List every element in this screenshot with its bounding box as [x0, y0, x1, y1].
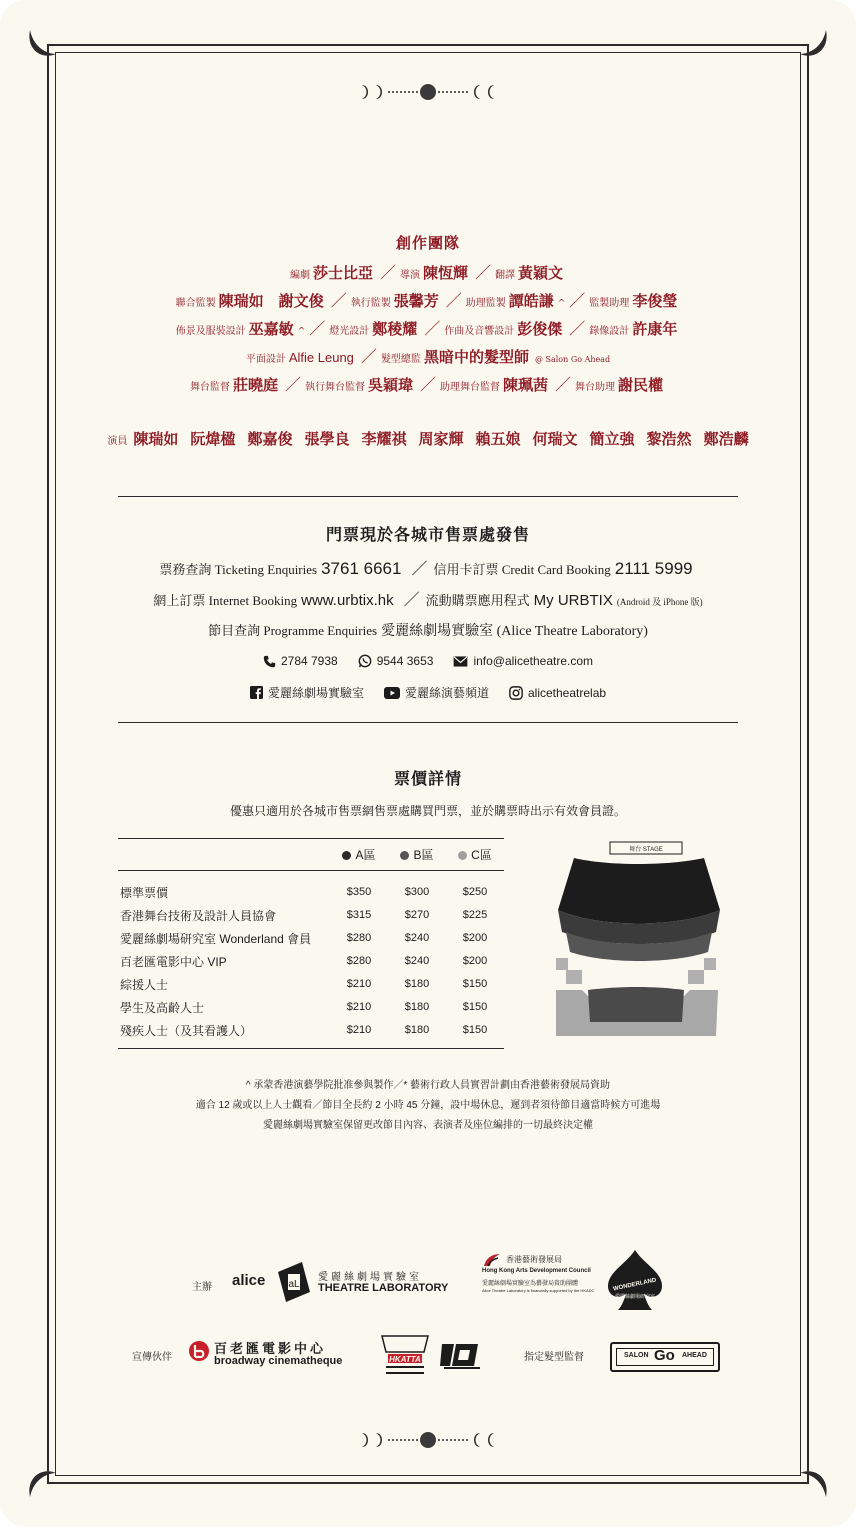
zone-a-block [558, 858, 720, 924]
app-note: (Android 及 iPhone 版) [616, 597, 703, 607]
broadway-icon [188, 1340, 210, 1362]
credit-role: 舞台監督 [189, 382, 230, 393]
price-zone-a: $210 [346, 1001, 372, 1013]
cast-member: 鄭浩麟 [703, 430, 749, 448]
credit-booking-phone[interactable]: 2111 5999 [614, 559, 693, 578]
credit-name: 陳珮茜 [503, 376, 549, 394]
credit-name: 許康年 [632, 320, 678, 338]
phone-number: 2784 7938 [280, 654, 338, 668]
credit-name: 黃穎文 [518, 264, 564, 282]
cast-member: 何瑞文 [532, 430, 578, 448]
footnote: 適合 12 歲或以上人士觀看／節目全長約 2 小時 45 分鐘，設中場休息，遲到者須待節目適當時候方可進場 [195, 1100, 661, 1111]
credits-row-3: 佈景及服裝設計 巫嘉敏 ^ ／ 燈光設計 鄭稜耀 ／ 作曲及音響設計 彭俊傑 ／ 錄像設計 許康年 [175, 319, 678, 338]
credit-role: 髮型總監 [380, 354, 421, 365]
price-zone-b: $240 [404, 932, 430, 944]
pricing-heading: 票價詳情 [393, 769, 462, 788]
cast-member: 陳瑞如 [133, 430, 179, 448]
table-row [118, 1019, 504, 1049]
cast-member: 黎浩然 [646, 430, 692, 448]
price-table [118, 838, 504, 1049]
enquiry-phone[interactable]: 3761 6661 [321, 559, 402, 578]
credit-name: 吳穎瑋 [367, 376, 413, 394]
instagram-icon [509, 686, 523, 700]
credit-role: 聯合監製 [175, 298, 216, 309]
internet-booking-label: 網上訂票 Internet Booking [153, 593, 298, 608]
credit-name: 張馨芳 [393, 292, 439, 310]
price-zone-c: $200 [462, 955, 488, 967]
alice-wordmark: alice [232, 1272, 266, 1289]
broadway-cinematheque-logo [188, 1338, 350, 1370]
price-zone-b: $180 [404, 1024, 430, 1037]
anniversary-emblem-icon [438, 1340, 482, 1370]
credit-role: 錄像設計 [589, 326, 630, 337]
moon-phase-ornament-top [0, 82, 856, 102]
tickets-heading: 門票現於各城市售票處發售 [325, 525, 530, 544]
alice-english-name: THEATRE LABORATORY [318, 1282, 449, 1294]
email-icon [453, 656, 468, 667]
youtube-contact[interactable] [384, 684, 489, 701]
credit-name: 莎士比亞 [312, 264, 373, 282]
programme-enquiry-row [0, 620, 856, 640]
youtube-icon [384, 687, 400, 699]
cast-member: 鄭嘉俊 [247, 430, 293, 448]
price-zone-a: $280 [346, 955, 372, 967]
credit-name: Alfie Leung [288, 350, 354, 365]
zone-c-right-block [688, 970, 704, 984]
alice-theatre-lab-logo [232, 1262, 454, 1302]
table-row [118, 950, 504, 973]
cast-member: 李耀祺 [361, 430, 407, 448]
salon-tag: @ Salon Go Ahead [534, 355, 611, 364]
app-name[interactable]: My URBTIX [533, 592, 613, 609]
ahead-word: AHEAD [682, 1352, 707, 1359]
internet-booking-row: 網上訂票 Internet Booking www.urbtix.hk ／ 流動購票應用程式 My URBTIX (Android 及 iPhone 版) [153, 590, 703, 609]
svg-text:aL: aL [288, 1279, 300, 1290]
hkadc-chinese-name: 香港藝術發展局 [506, 1255, 562, 1264]
programme-label: 節目查詢 Programme Enquiries [208, 623, 378, 638]
ticketing-enquiry-row: 票務查詢 Ticketing Enquiries 3761 6661 ／ 信用卡訂票 Credit Card Booking 2111 5999 [159, 559, 693, 578]
hkadc-support-note: 愛麗絲劇場實驗室為藝發局資助團體 [482, 1280, 579, 1287]
credit-name: 陳恆輝 [422, 264, 468, 282]
presenter-label: 主辦 [192, 1282, 212, 1293]
crescent-moon-icon [796, 1467, 832, 1503]
youtube-channel: 愛麗絲演藝頻道 [404, 686, 489, 700]
credits-row-4: 平面設計 Alfie Leung ／ 髮型總監 黑暗中的髮型師 @ Salon Go Ahead [245, 347, 611, 366]
credits-row-5: 舞台監督 莊曉庭 ／ 執行舞台監督 吳穎瑋 ／ 助理舞台監督 陳珮茜 ／ 舞台助理 謝民權 [189, 375, 664, 394]
hkadc-support-small: Alice Theatre Laboratory is financially supported by the HKADC [482, 1288, 595, 1293]
credit-role: 執行舞台監督 [304, 382, 365, 393]
credit-name: 譚皓謙 [508, 292, 554, 310]
instagram-handle: alicetheatrelab [527, 685, 607, 700]
alice-chinese-name: 愛麗絲劇場實驗室 [318, 1272, 422, 1283]
cast-label: 演員 [107, 436, 128, 447]
credit-role: 監製助理 [589, 298, 630, 309]
price-zone-c: $150 [462, 978, 488, 990]
tickets-heading-row [0, 522, 856, 545]
note-line-2 [0, 1096, 856, 1111]
hkadc-english-name: Hong Kong Arts Development Council [482, 1268, 591, 1274]
contacts-row-2 [0, 684, 856, 701]
anniversary-logo [438, 1340, 482, 1370]
crescent-moon-icon [24, 1467, 60, 1503]
credit-role: 助理監製 [465, 298, 506, 309]
price-category: 標準票價 [120, 885, 169, 900]
zone-a-header: A區 [330, 839, 388, 871]
contacts-row-1 [0, 654, 856, 668]
table-row [118, 973, 504, 996]
credit-name: 巫嘉敏 [248, 320, 294, 338]
price-zone-c: $250 [462, 886, 488, 899]
hkatta-word: HKATTA [389, 1355, 421, 1364]
credit-role: 執行監製 [350, 298, 391, 309]
price-zone-c: $150 [462, 1001, 488, 1013]
table-row [118, 927, 504, 950]
price-category: 愛麗絲劇場研究室 Wonderland 會員 [120, 931, 312, 946]
zone-c-left-block [566, 970, 582, 984]
credits-heading: 創作團隊 [395, 234, 460, 252]
zone-b-dot [400, 851, 409, 860]
price-zone-b: $180 [404, 1001, 430, 1013]
hkadc-logo [478, 1250, 595, 1310]
credit-mark: ^ [297, 327, 306, 337]
salon-go-ahead-logo [610, 1342, 720, 1372]
credit-role: 作曲及音響設計 [444, 326, 515, 337]
credit-role: 平面設計 [245, 354, 286, 365]
pricing-note-row [0, 802, 856, 819]
hkadc-emblem-icon [482, 1252, 502, 1268]
credit-role: 翻譯 [495, 270, 516, 281]
crescent-moon-icon [796, 24, 832, 60]
credit-name: 彭俊傑 [517, 320, 563, 338]
broadway-chinese-name: 百老匯電影中心 [214, 1342, 327, 1357]
price-zone-c: $150 [462, 1024, 488, 1037]
instagram-contact[interactable] [509, 686, 606, 700]
credit-role: 佈景及服裝設計 [175, 326, 246, 337]
wonderland-chinese: 愛麗絲劇場研究室 [614, 1294, 656, 1300]
price-zone-a: $210 [346, 1024, 372, 1037]
facebook-icon [250, 686, 263, 699]
price-zone-a: $350 [346, 886, 372, 899]
salon-word: SALON [624, 1352, 649, 1359]
price-zone-b: $180 [404, 978, 430, 990]
phone-contact[interactable] [263, 654, 338, 668]
hkatta-logo [378, 1332, 432, 1380]
alice-emblem-icon [276, 1262, 312, 1302]
table-row [118, 996, 504, 1019]
moon-phase-ornament-bottom [0, 1430, 856, 1450]
table-row [118, 871, 504, 904]
credit-role: 編劇 [289, 270, 310, 281]
credit-name: 陳瑞如 謝文俊 [218, 292, 324, 310]
price-zone-a: $280 [346, 932, 372, 944]
credit-role: 導演 [399, 270, 420, 281]
price-category: 綜援人士 [120, 977, 169, 992]
price-category: 殘疾人士（及其看護人） [120, 1023, 253, 1038]
wonderland-word: WONDERLAND [612, 1277, 657, 1293]
credits-heading-row [0, 232, 856, 253]
price-zone-b: $300 [404, 886, 430, 899]
app-label: 流動購票應用程式 [425, 593, 530, 608]
go-word: Go [654, 1347, 675, 1364]
price-category: 百老匯電影中心 VIP [120, 954, 227, 969]
phone-icon [263, 655, 276, 668]
zone-a-dot [342, 851, 351, 860]
email-address: info@alicetheatre.com [473, 654, 594, 668]
price-zone-c: $225 [462, 909, 488, 921]
facebook-page: 愛麗絲劇場實驗室 [267, 686, 364, 700]
price-zone-c: $200 [462, 932, 488, 944]
cast-member: 張學良 [304, 430, 350, 448]
pricing-heading-row [0, 766, 856, 789]
note-line-1 [0, 1076, 856, 1091]
credit-name: 李俊瑩 [632, 292, 678, 310]
cast-member: 周家輝 [418, 430, 464, 448]
email-contact[interactable] [453, 654, 593, 668]
cast-member: 阮煒楹 [190, 430, 236, 448]
price-category: 香港舞台技術及設計人員協會 [120, 908, 277, 923]
credit-name: 黑暗中的髮型師 [423, 348, 529, 366]
credit-role: 助理舞台監督 [440, 382, 500, 393]
divider [118, 496, 738, 497]
programme-org: 愛麗絲劇場實驗室 (Alice Theatre Laboratory) [381, 624, 648, 639]
zone-b-header: B區 [388, 839, 446, 871]
credits-row-1: 編劇 莎士比亞 ／ 導演 陳恆輝 ／ 翻譯 黃穎文 [289, 263, 564, 282]
pricing-note: 優惠只適用於各城市售票網售票處購買門票，並於購票時出示有效會員證。 [229, 804, 626, 818]
enquiry-label: 票務查詢 Ticketing Enquiries [159, 562, 318, 577]
whatsapp-contact[interactable] [358, 654, 434, 668]
price-zone-a: $315 [346, 909, 372, 921]
cast-member: 簡立強 [589, 430, 635, 448]
promo-partner-label: 宣傳伙伴 [132, 1352, 172, 1363]
credits-row-2: 聯合監製 陳瑞如 謝文俊 ／ 執行監製 張馨芳 ／ 助理監製 譚皓謙 ^ ／ 監製助理 李俊瑩 [175, 291, 678, 310]
price-zone-b: $270 [404, 909, 430, 921]
divider [118, 722, 738, 723]
note-line-3 [0, 1116, 856, 1131]
whatsapp-number: 9544 3653 [376, 654, 434, 668]
price-category: 學生及高齡人士 [120, 1000, 205, 1015]
cast-member: 賴五娘 [475, 430, 521, 448]
seating-map [548, 840, 728, 1040]
whatsapp-icon [358, 654, 372, 668]
footnote: 愛麗絲劇場實驗室保留更改節目內容、表演者及座位編排的一切最終決定權 [263, 1120, 593, 1131]
price-zone-a: $210 [346, 978, 372, 990]
hkatta-emblem-icon [378, 1332, 432, 1380]
credit-name: 謝民權 [618, 376, 664, 394]
zone-c-left-block [556, 958, 568, 970]
credit-name: 莊曉庭 [232, 376, 278, 394]
cast-row [0, 428, 856, 449]
zone-c-right-block [704, 958, 716, 970]
credit-mark: ^ [557, 299, 566, 309]
wonderland-logo [604, 1248, 666, 1312]
zone-b-rear-block [588, 987, 684, 1022]
zone-c-dot [458, 851, 467, 860]
credit-role: 燈光設計 [329, 326, 370, 337]
stage-label: 舞台 STAGE [629, 847, 663, 853]
spade-icon [604, 1248, 666, 1312]
footnote: ^ 承蒙香港演藝學院批准參與製作／* 藝術行政人員實習計劃由香港藝術發展局資助 [245, 1080, 611, 1091]
crescent-moon-icon [24, 24, 60, 60]
credit-role: 舞台助理 [575, 382, 616, 393]
credit-booking-label: 信用卡訂票 Credit Card Booking [433, 562, 611, 577]
broadway-english-name: broadway cinematheque [214, 1355, 343, 1367]
stylist-label: 指定髮型監督 [524, 1352, 584, 1363]
zone-c-header: C區 [446, 839, 504, 871]
price-zone-b: $240 [404, 955, 430, 967]
urbtix-link[interactable]: www.urbtix.hk [301, 592, 394, 609]
credit-name: 鄭稜耀 [372, 320, 418, 338]
table-row [118, 904, 504, 927]
facebook-contact[interactable] [250, 684, 364, 701]
